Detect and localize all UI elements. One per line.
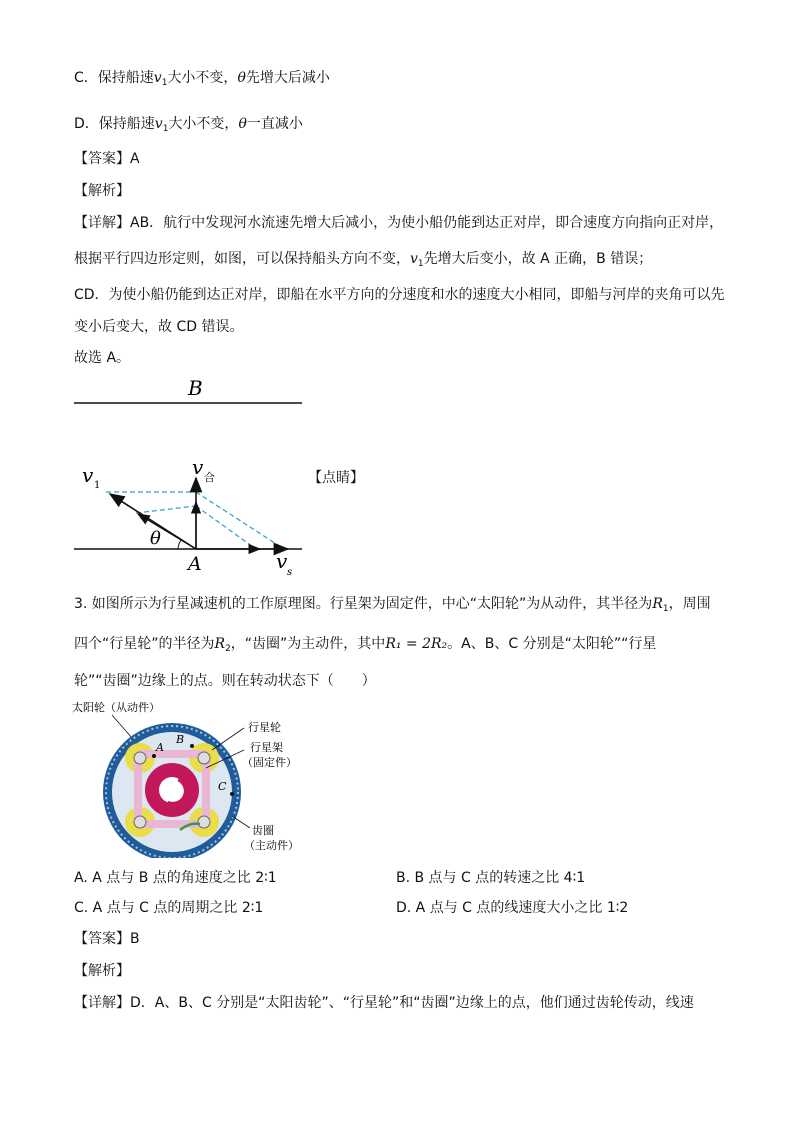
q3-equation: R₁ = 2R₂ bbox=[385, 636, 448, 652]
dash-4 bbox=[196, 506, 256, 549]
planetary-gear-figure bbox=[72, 698, 312, 858]
dash-3 bbox=[136, 506, 196, 513]
label-theta: θ bbox=[150, 528, 161, 549]
q2-analysis-tag: 【解析】 bbox=[74, 183, 130, 199]
q3-stem2-a: 四个“行星轮”的半径为 bbox=[74, 636, 215, 652]
option-d bbox=[74, 114, 303, 139]
ring-label-2: （主动件） bbox=[244, 839, 299, 852]
q3-R1-sub: 1 bbox=[662, 604, 669, 614]
label-vhe: v bbox=[192, 455, 204, 479]
option-d-theta: θ bbox=[238, 116, 247, 132]
detail-line2-a: 根据平行四边形定则，如图，可以保持船头方向不变， bbox=[74, 251, 410, 267]
q3-R2: R bbox=[214, 636, 226, 652]
carrier-label-2: （固定件） bbox=[242, 756, 297, 769]
q3-analysis-tag: 【解析】 bbox=[74, 963, 130, 979]
inner-v1 bbox=[138, 514, 196, 549]
label-v1-sub: 1 bbox=[94, 480, 101, 491]
point-C-label: C bbox=[218, 780, 227, 793]
planet-pin-3 bbox=[134, 816, 146, 828]
q2-detail-line4: 变小后变大，故 CD 错误。 bbox=[74, 319, 244, 335]
theta-arc bbox=[178, 540, 181, 549]
ring-label-1: 齿圈 bbox=[252, 824, 274, 837]
answer-value: A bbox=[130, 151, 140, 167]
q3-stem-line3: 轮”“齿圈”边缘上的点。则在转动状态下（ ） bbox=[74, 673, 376, 689]
option-d-mid: 大小不变， bbox=[168, 116, 239, 132]
q3-detail-line1 bbox=[74, 993, 694, 1013]
label-v1: v bbox=[82, 463, 94, 487]
label-A: A bbox=[188, 553, 202, 575]
q3-option-c[interactable]: C. A 点与 C 点的周期之比 2∶1 bbox=[74, 900, 264, 916]
option-c-sub: 1 bbox=[161, 78, 168, 88]
point-A-dot bbox=[152, 754, 156, 758]
option-c-theta: θ bbox=[237, 70, 246, 86]
q2-answer bbox=[74, 149, 140, 169]
q3-stem-b: ，周围 bbox=[668, 596, 711, 612]
option-d-suffix: 一直减小 bbox=[246, 116, 303, 132]
planet-pin-2 bbox=[198, 752, 210, 764]
detail-line2-var: v bbox=[410, 251, 418, 267]
q3-stem2-c: 。A、B、C 分别是“太阳轮”“行星 bbox=[447, 636, 657, 652]
planet-label-leader bbox=[212, 728, 244, 750]
label-vhe-sub: 合 bbox=[204, 471, 215, 484]
q3-answer bbox=[74, 929, 140, 949]
q3-option-a[interactable]: A. A 点与 B 点的角速度之比 2∶1 bbox=[74, 870, 277, 886]
dash-2 bbox=[196, 492, 284, 549]
option-d-prefix: D．保持船速 bbox=[74, 116, 155, 132]
point-tag: 【点睛】 bbox=[308, 470, 364, 486]
q3-stem-a: 3. 如图所示为行星减速机的工作原理图。行星架为固定件，中心“太阳轮”为从动件，其半径为 bbox=[74, 596, 653, 612]
q3-answer-tag: 【答案】 bbox=[74, 931, 130, 947]
q3-detail-line1-text: D．A、B、C 分别是“太阳齿轮”、“行星轮”和“齿圈”边缘上的点，他们通过齿轮传动，线速 bbox=[130, 995, 694, 1011]
q3-option-b[interactable]: B. B 点与 C 点的转速之比 4∶1 bbox=[396, 870, 586, 886]
point-C-dot bbox=[230, 792, 234, 796]
detail-tag: 【详解】 bbox=[74, 215, 130, 231]
planet-pin-4 bbox=[198, 816, 210, 828]
option-c-prefix: C．保持船速 bbox=[74, 70, 154, 86]
detail-line2-b: 先增大后变小，故 A 正确，B 错误； bbox=[423, 251, 653, 267]
point-B-label: B bbox=[176, 733, 185, 746]
q3-stem-line2 bbox=[74, 634, 656, 659]
option-c bbox=[74, 68, 330, 93]
point-B-dot bbox=[190, 744, 194, 748]
q2-detail-line1 bbox=[74, 213, 723, 233]
planet-pin-1 bbox=[134, 752, 146, 764]
sun-gear-label: 太阳轮（从动件） bbox=[72, 701, 160, 714]
label-vs-sub: s bbox=[287, 567, 293, 578]
q2-detail-line3: CD．为使小船仍能到达正对岸，即船在水平方向的分速度和水的速度大小相同，即船与河岸的夹角可以先 bbox=[74, 287, 725, 303]
option-c-var: v bbox=[153, 70, 162, 86]
detail-line2-sub: 1 bbox=[417, 259, 424, 269]
point-A-label: A bbox=[156, 741, 164, 754]
q3-answer-value: B bbox=[130, 931, 140, 947]
label-B: B bbox=[188, 376, 203, 400]
q3-stem2-b: ，“齿圈”为主动件，其中 bbox=[230, 636, 386, 652]
q3-stem-line1 bbox=[74, 594, 711, 619]
option-c-suffix: 先增大后减小 bbox=[245, 70, 330, 86]
q3-option-d[interactable]: D. A 点与 C 点的线速度大小之比 1∶2 bbox=[396, 900, 629, 916]
planet-gear-label: 行星轮 bbox=[248, 721, 281, 734]
answer-tag: 【答案】 bbox=[74, 151, 130, 167]
ring-label-leader bbox=[232, 816, 250, 828]
carrier-label-1: 行星架 bbox=[250, 741, 283, 754]
q2-detail-line2 bbox=[74, 249, 652, 274]
detail-line1-text: AB．航行中发现河水流速先增大后减小，为使小船仍能到达正对岸，即合速度方向指向正对岸， bbox=[130, 215, 724, 231]
q3-R1: R bbox=[652, 596, 663, 612]
option-c-mid: 大小不变， bbox=[167, 70, 238, 86]
option-d-var: v bbox=[154, 116, 163, 132]
q3-detail-tag: 【详解】 bbox=[74, 995, 130, 1011]
option-d-sub: 1 bbox=[162, 124, 169, 134]
label-vs: v bbox=[276, 549, 288, 573]
q3-R2-sub: 2 bbox=[225, 644, 231, 654]
q2-conclusion: 故选 A。 bbox=[74, 350, 131, 366]
